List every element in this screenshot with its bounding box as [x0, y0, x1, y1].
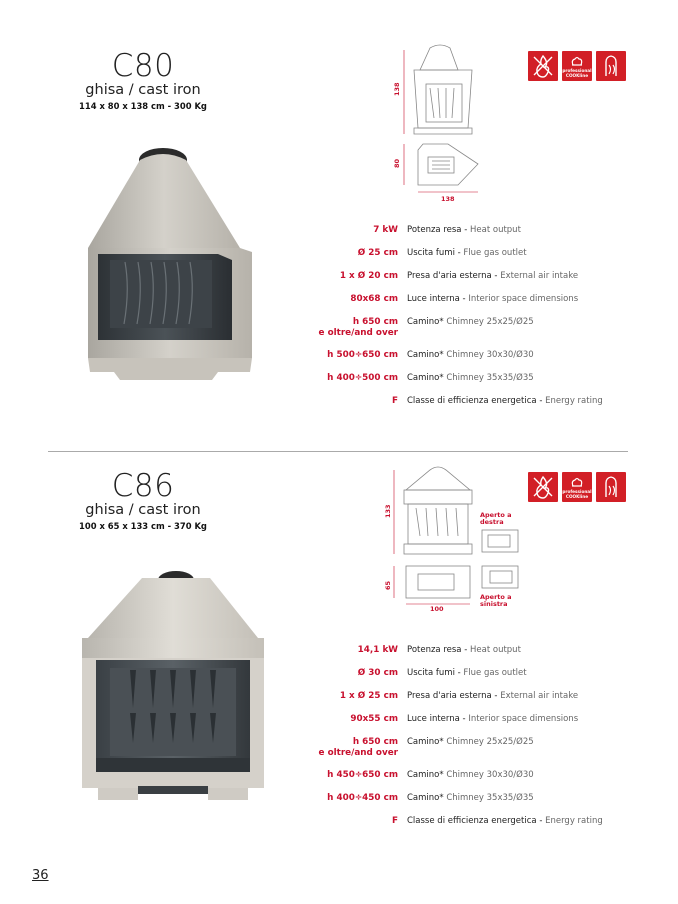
diagram-open-right-label: Aperto a destra	[480, 511, 512, 526]
spec-label: Camino* Chimney 25x25/Ø25	[407, 737, 534, 747]
product-material: ghisa / cast iron	[85, 82, 201, 98]
product-material: ghisa / cast iron	[85, 502, 201, 518]
diagram-depth-label: 80	[393, 158, 401, 168]
spec-label: Camino* Chimney 30x30/Ø30	[407, 350, 534, 360]
spec-row	[290, 645, 630, 667]
diagram-width-label: 138	[441, 195, 455, 203]
spec-value: 1 x Ø 20 cm	[339, 271, 398, 281]
diagram-height-label: 133	[384, 504, 392, 518]
spec-value: Ø 30 cm	[357, 668, 398, 678]
spec-row	[290, 294, 630, 316]
spec-value: F	[391, 396, 398, 406]
spec-value: 7 kW	[373, 225, 398, 235]
spec-value: 14,1 kW	[357, 645, 398, 655]
spec-label: Classe di efficienza energetica - Energy rating	[407, 816, 603, 826]
spec-row	[290, 350, 630, 372]
chimney-draft-icon	[596, 472, 626, 502]
technical-drawing-c86	[382, 462, 532, 612]
spec-row	[290, 271, 630, 293]
spec-value: h 500÷650 cm	[327, 350, 398, 360]
diagram-height-label: 138	[393, 82, 401, 96]
spec-value: F	[391, 816, 398, 826]
spec-row	[290, 373, 630, 395]
cooking-icon	[562, 472, 592, 502]
spec-row	[290, 248, 630, 270]
spec-row	[290, 668, 630, 690]
spec-label: Camino* Chimney 30x30/Ø30	[407, 770, 534, 780]
spec-value: h 400÷450 cm	[327, 793, 398, 803]
spec-value: h 450÷650 cm	[327, 770, 398, 780]
spec-row	[290, 396, 630, 418]
diagram-width-label: 100	[430, 605, 444, 612]
flame-crossed-icon	[528, 472, 558, 502]
page-number: 36	[32, 868, 49, 883]
badge-cooking-text: professional COOKline	[562, 489, 592, 499]
badge-cooking-text: professional COOKline	[562, 68, 592, 78]
spec-row	[290, 793, 630, 815]
cooking-icon	[562, 51, 592, 81]
spec-label: Luce interna - Interior space dimensions	[407, 714, 579, 724]
fireplace-c86-image	[78, 568, 268, 808]
spec-value: 1 x Ø 25 cm	[339, 691, 398, 701]
spec-row	[290, 737, 630, 763]
flame-crossed-icon	[528, 51, 558, 81]
spec-label: Presa d'aria esterna - External air intake	[407, 691, 579, 701]
spec-row	[290, 770, 630, 792]
spec-label: Presa d'aria esterna - External air intake	[407, 271, 579, 281]
spec-label: Potenza resa - Heat output	[407, 645, 521, 655]
spec-row	[290, 691, 630, 713]
diagram-open-left-label: Aperto a sinistra	[480, 593, 512, 608]
product-model-title: C86	[111, 468, 175, 504]
spec-value: h 650 cm e oltre/and over	[318, 737, 398, 758]
spec-row	[290, 816, 630, 838]
spec-label: Luce interna - Interior space dimensions	[407, 294, 579, 304]
spec-value: h 650 cm e oltre/and over	[318, 317, 398, 338]
spec-label: Camino* Chimney 25x25/Ø25	[407, 317, 534, 327]
spec-label: Potenza resa - Heat output	[407, 225, 521, 235]
technical-drawing-c80	[388, 40, 488, 205]
spec-row	[290, 714, 630, 736]
section-divider	[48, 451, 628, 452]
spec-label: Uscita fumi - Flue gas outlet	[407, 668, 527, 678]
spec-label: Camino* Chimney 35x35/Ø35	[407, 373, 534, 383]
spec-value: Ø 25 cm	[357, 248, 398, 258]
product-model-title: C80	[111, 48, 175, 84]
spec-label: Uscita fumi - Flue gas outlet	[407, 248, 527, 258]
product-dimensions: 114 x 80 x 138 cm - 300 Kg	[79, 101, 207, 111]
chimney-draft-icon	[596, 51, 626, 81]
spec-label: Camino* Chimney 35x35/Ø35	[407, 793, 534, 803]
spec-value: h 400÷500 cm	[327, 373, 398, 383]
spec-row	[290, 225, 630, 247]
spec-value: 90x55 cm	[350, 714, 398, 724]
product-dimensions: 100 x 65 x 133 cm - 370 Kg	[79, 521, 207, 531]
spec-row	[290, 317, 630, 343]
fireplace-c80-image	[80, 140, 260, 390]
spec-value: 80x68 cm	[350, 294, 398, 304]
spec-label: Classe di efficienza energetica - Energy rating	[407, 396, 603, 406]
diagram-depth-label: 65	[384, 580, 392, 590]
